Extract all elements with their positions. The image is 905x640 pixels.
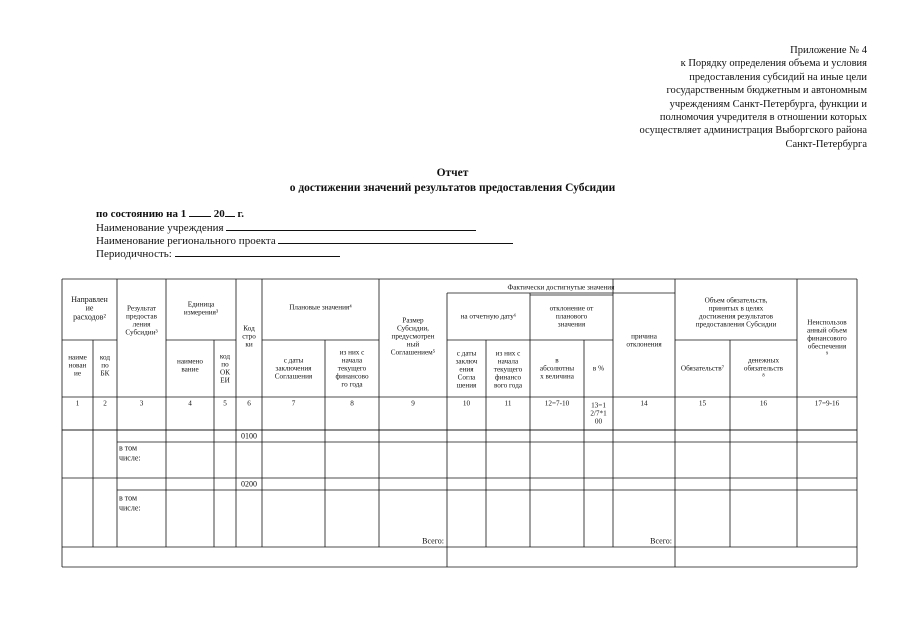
header-obligations: предоставления Субсидии: [695, 320, 777, 329]
header-obligations: принятых в целях: [708, 304, 764, 313]
column-number: 16: [759, 399, 768, 408]
header-plan-date: с даты: [283, 356, 304, 365]
header-fact-report: на отчетную дату⁶: [460, 312, 517, 321]
header-directions-name: наиме: [68, 353, 87, 362]
header-directions-code: по: [101, 361, 109, 370]
header-plan-year: финансово: [335, 372, 369, 381]
header-reason: причина: [631, 332, 657, 341]
column-number: 2/7*1: [590, 409, 607, 418]
header-fact-date: ения: [459, 365, 474, 374]
header-directions-name: нован: [68, 361, 87, 370]
report-subtitle: о достижении значений результатов предоставления Субсидии: [289, 182, 616, 194]
header-fact-date: Согла: [457, 373, 476, 382]
header-unit-code: ОК: [220, 368, 230, 377]
header-unused: обеспечения: [807, 342, 847, 351]
appendix-line: к Порядку определения объема и условия: [680, 58, 867, 70]
header-subsidy-size: Размер: [402, 316, 424, 325]
header-result: Результат: [126, 304, 157, 313]
including-label: числе:: [119, 503, 141, 513]
header-unused: финансового: [807, 334, 847, 343]
column-number: 17=9-16: [814, 399, 840, 408]
header-unit-code: по: [221, 360, 229, 369]
header-obligations-total: Обязательств⁷: [680, 364, 725, 373]
header-subsidy-size: Соглашением⁵: [390, 348, 436, 357]
header-deviation: значения: [557, 320, 586, 329]
period-label: Периодичность:: [96, 248, 172, 260]
header-obligations: достижения результатов: [698, 312, 774, 321]
column-number: 1: [75, 399, 80, 408]
header-deviation-abs: в: [555, 356, 559, 365]
column-number: 14: [640, 399, 648, 408]
header-fact-year: финансо: [494, 373, 522, 382]
column-number: 00: [594, 417, 603, 426]
appendix-line: полномочия учредителя в отношении которых: [659, 112, 867, 124]
date-suffix: г.: [237, 208, 245, 220]
header-directions: расходов²: [73, 312, 106, 322]
header-directions: Направлен: [71, 294, 108, 304]
header-result: ления: [132, 320, 151, 329]
report-title: Отчет: [436, 167, 469, 179]
header-fact-year: вого года: [493, 381, 523, 390]
header-plan-year: го года: [341, 380, 363, 389]
header-line-code: ки: [245, 340, 253, 349]
header-unit: измерения³: [183, 308, 219, 317]
header-plan-date: заключения: [275, 364, 312, 373]
column-number: 2: [103, 399, 107, 408]
header-deviation: планового: [555, 312, 588, 321]
header-result: Субсидии³: [125, 328, 158, 337]
header-unit-code: ЕИ: [220, 376, 230, 385]
header-obligations-money: обязательств: [743, 364, 784, 373]
header-reason: отклонения: [626, 340, 662, 349]
header-line-code: Код: [243, 324, 255, 333]
project-label: Наименование регионального проекта: [96, 235, 276, 247]
header-fact-year: начала: [497, 357, 519, 366]
date-prefix: по состоянию на 1: [96, 208, 187, 220]
header-fact-date: заключ: [455, 357, 478, 366]
appendix-line: государственным бюджетным и автономным: [666, 85, 867, 97]
appendix-line: учреждениям Санкт-Петербурга, функции и: [669, 98, 867, 110]
header-unused: Неиспользов: [807, 318, 847, 327]
header-plan-date: Соглашения: [274, 372, 313, 381]
header-plan-year: из них с: [339, 348, 365, 357]
header-fact-date: с даты: [456, 349, 477, 358]
header-fact: Фактически достигнутые значения: [507, 283, 615, 292]
header-plan: Плановые значения⁴: [289, 303, 352, 312]
total-label: Всего:: [650, 536, 672, 546]
header-obligations-money: ⁸: [762, 372, 765, 381]
column-number: 8: [350, 399, 354, 408]
appendix-line: Санкт-Петербурга: [785, 138, 867, 150]
header-line-code: стро: [242, 332, 256, 341]
column-number: 6: [247, 399, 251, 408]
including-label: числе:: [119, 453, 141, 463]
including-label: в том: [119, 443, 138, 453]
header-fact-year: текущего: [493, 365, 523, 374]
header-deviation-pct: в %: [592, 364, 605, 373]
header-deviation: отклонение от: [549, 304, 594, 313]
header-subsidy-size: предусмотрен: [391, 332, 435, 341]
header-fact-year: из них с: [495, 349, 521, 358]
appendix-line: предоставления субсидий на иные цели: [689, 71, 867, 83]
header-result: предостав: [126, 312, 157, 321]
header-plan-year: начала: [341, 356, 363, 365]
column-number: 5: [223, 399, 227, 408]
column-number: 15: [698, 399, 707, 408]
header-unit: Единица: [187, 300, 215, 309]
header-directions-name: ие: [73, 369, 82, 378]
date-year: 20: [213, 208, 225, 220]
header-directions-code: БК: [100, 369, 110, 378]
header-fact-date: шения: [456, 381, 477, 390]
header-subsidy-size: ный: [406, 340, 420, 349]
header-unused: анный объем: [807, 326, 847, 335]
column-number: 9: [411, 399, 415, 408]
header-directions: ие: [85, 303, 94, 313]
appendix-line: Приложение № 4: [790, 45, 867, 56]
column-number: 13=1: [591, 401, 606, 410]
column-number: 12=7-10: [544, 399, 570, 408]
total-label: Всего:: [422, 536, 444, 546]
header-unit-code: код: [219, 352, 231, 361]
header-unit-name: вание: [181, 365, 199, 374]
header-deviation-abs: х величина: [540, 372, 574, 381]
header-obligations-money: денежных: [747, 356, 780, 365]
header-plan-year: текущего: [337, 364, 367, 373]
row-code: 0200: [241, 479, 257, 489]
column-number: 11: [504, 399, 512, 408]
appendix-line: осуществляет администрация Выборгского района: [639, 125, 867, 137]
header-unused: ⁹: [825, 350, 829, 359]
header-subsidy-size: Субсидии,: [397, 324, 429, 333]
header-obligations: Объем обязательств,: [704, 296, 768, 305]
row-code: 0100: [241, 431, 257, 441]
header-unit-name: наимено: [176, 357, 204, 366]
column-number: 4: [188, 399, 192, 408]
column-number: 10: [462, 399, 471, 408]
header-deviation-abs: абсолютны: [539, 364, 575, 373]
column-number: 3: [139, 399, 144, 408]
header-directions-code: код: [99, 353, 111, 362]
institution-label: Наименование учреждения: [96, 222, 224, 234]
column-number: 7: [291, 399, 296, 408]
including-label: в том: [119, 493, 138, 503]
